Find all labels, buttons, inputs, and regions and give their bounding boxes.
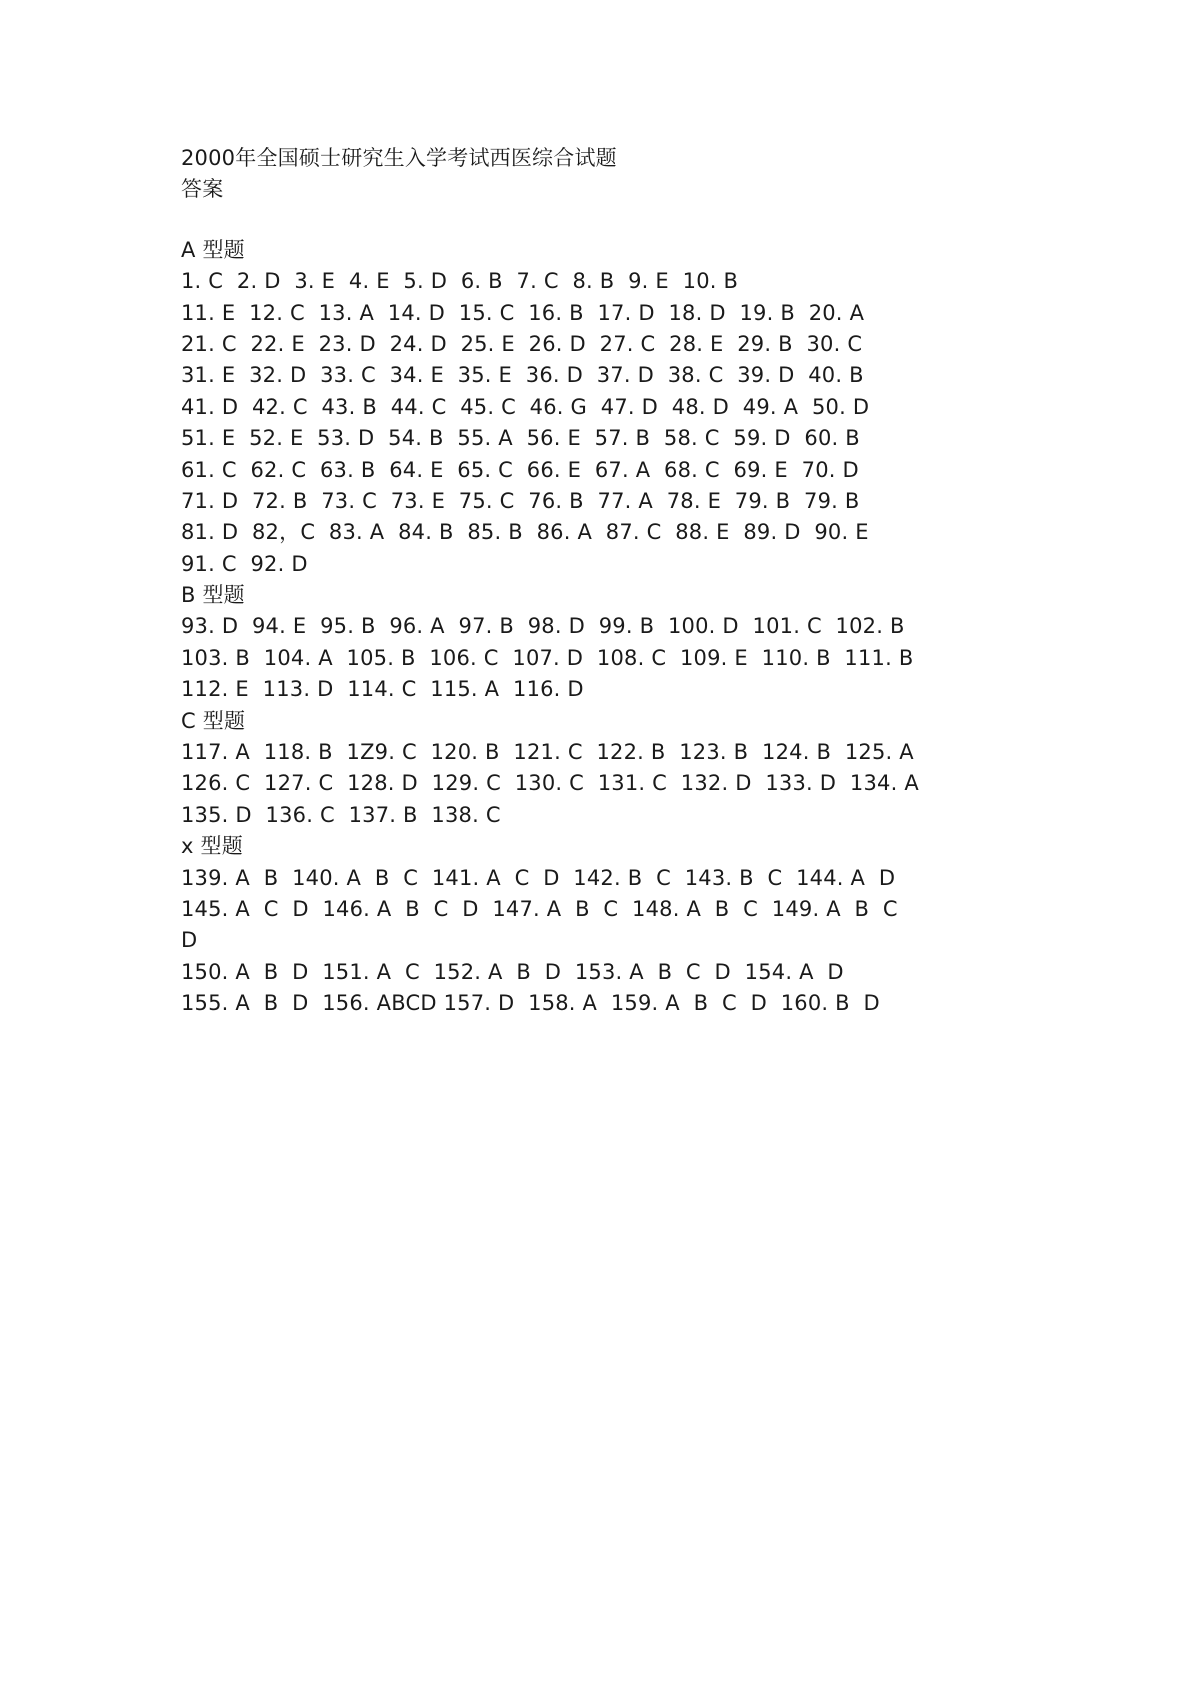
answer-line: 93. D 94. E 95. B 96. A 97. B 98. D 99. B 100. D 101. C 102. B (181, 614, 905, 639)
answer-line: 61. C 62. C 63. B 64. E 65. C 66. E 67. A 68. C 69. E 70. D (181, 457, 859, 482)
answer-line: 51. E 52. E 53. D 54. B 55. A 56. E 57. B 58. C 59. D 60. B (181, 426, 860, 451)
answer-line: 139. A B 140. A B C 141. A C D 142. B C 143. B C 144. A D (181, 865, 896, 890)
answer-line: 31. E 32. D 33. C 34. E 35. E 36. D 37. D 38. C 39. D 40. B (181, 363, 864, 388)
answer-line: 112. E 113. D 114. C 115. A 116. D (181, 677, 584, 702)
section-b (181, 580, 1121, 706)
answer-line: 155. A B D 156. ABCD 157. D 158. A 159. A B C D 160. B D (181, 991, 880, 1016)
section-heading: x 型题 (181, 834, 243, 859)
answer-line: 126. C 127. C 128. D 129. C 130. C 131. C 132. D 133. D 134. A (181, 771, 919, 796)
section-a (181, 235, 1121, 580)
answer-line: 81. D 82，C 83. A 84. B 85. B 86. A 87. C 88. E 89. D 90. E (181, 520, 869, 545)
answer-line: 21. C 22. E 23. D 24. D 25. E 26. D 27. C 28. E 29. B 30. C (181, 331, 863, 356)
answer-line: 117. A 118. B 1Z9. C 120. B 121. C 122. B 123. B 124. B 125. A (181, 740, 914, 765)
answer-line: 135. D 136. C 137. B 138. C (181, 802, 501, 827)
answer-line: 11. E 12. C 13. A 14. D 15. C 16. B 17. D 18. D 19. B 20. A (181, 300, 865, 325)
answer-line: 145. A C D 146. A B C D 147. A B C 148. A B C 149. A B C (181, 896, 898, 921)
document-page (181, 143, 1121, 1020)
answer-line: 150. A B D 151. A C 152. A B D 153. A B C D 154. A D (181, 959, 844, 984)
answer-line: 91. C 92. D (181, 551, 308, 576)
section-heading: B 型题 (181, 583, 245, 608)
section-x (181, 831, 1121, 1019)
answer-line: 41. D 42. C 43. B 44. C 45. C 46. G 47. D 48. D 49. A 50. D (181, 394, 870, 419)
section-heading: A 型题 (181, 237, 245, 262)
answer-line: 71. D 72. B 73. C 73. E 75. C 76. B 77. A 78. E 79. B 79. B (181, 488, 860, 513)
section-c (181, 706, 1121, 832)
section-heading: C 型题 (181, 708, 246, 733)
spacer (181, 206, 1121, 235)
document-title: 2000年全国硕士研究生入学考试西医综合试题 (181, 146, 617, 170)
answer-line: 103. B 104. A 105. B 106. C 107. D 108. C 109. E 110. B 111. B (181, 645, 914, 670)
answer-line: 1. C 2. D 3. E 4. E 5. D 6. B 7. C 8. B 9. E 10. B (181, 269, 739, 294)
answer-line: D (181, 928, 198, 953)
document-subtitle: 答案 (181, 177, 224, 202)
